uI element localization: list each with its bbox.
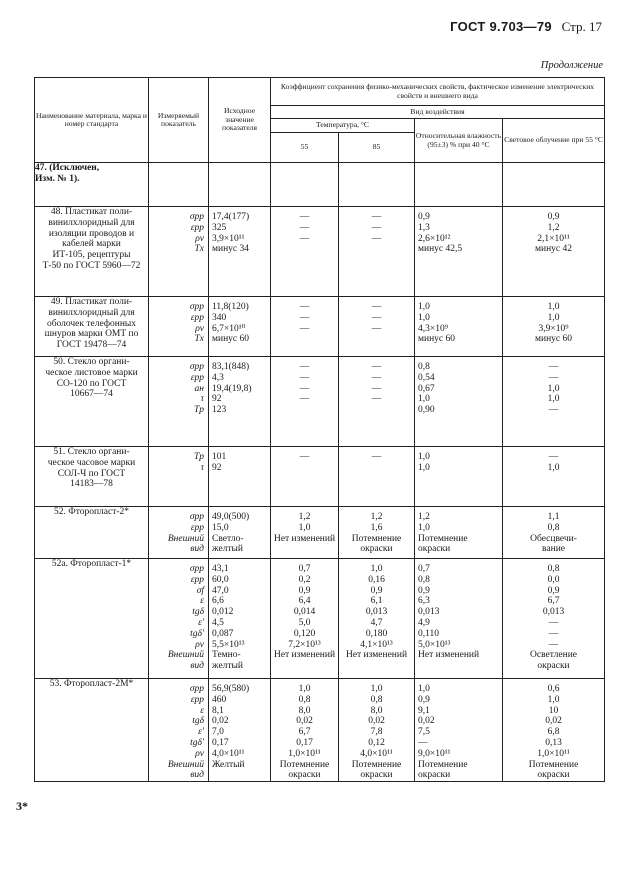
col-humidity: Относительная влажность (95±3) % при 40 °С — [415, 119, 503, 163]
indicator-cell — [149, 679, 209, 782]
initial-value-cell-text: 17,4(177) 325 3,9×10¹¹ минус 34 — [212, 212, 250, 255]
light-cell — [503, 679, 605, 782]
light-cell — [503, 357, 605, 447]
indicator-cell-text: σрр εрр Внешний вид — [167, 512, 204, 555]
temp-85-cell-text: — — — — [371, 212, 382, 244]
table-row — [35, 447, 605, 507]
indicator-cell — [149, 559, 209, 679]
light-cell — [503, 163, 605, 207]
indicator-cell — [149, 507, 209, 559]
indicator-cell-text: σрр εрр aн τ Tр — [189, 362, 204, 416]
light-cell — [503, 297, 605, 357]
humidity-cell-text: 0,7 0,8 0,9 6,3 0,013 4,9 0,110 5,0×10¹³ Нет изменений — [418, 564, 480, 661]
material-cell — [35, 207, 149, 297]
temp-85-cell-text: 1,0 0,8 8,0 0,02 7,8 0,12 4,0×10¹¹ Потемнение окраски — [351, 684, 402, 781]
temp-55-cell — [271, 297, 339, 357]
temp-85-cell — [339, 679, 415, 782]
humidity-cell — [415, 447, 503, 507]
light-cell-text: 0,6 1,0 10 0,02 6,8 0,13 1,0×10¹¹ Потемнение окраски — [528, 684, 579, 781]
temp-55-cell-text: — — — — [299, 212, 310, 244]
col-coef: Коэффициент сохранения физико-механических свойств, фактическое изменение электрических свойств и внешнего вида — [271, 78, 605, 106]
indicator-cell — [149, 163, 209, 207]
temp-55-cell — [271, 559, 339, 679]
light-cell-text: 0,9 1,2 2,1×10¹¹ минус 42 — [535, 212, 573, 255]
material-cell — [35, 163, 149, 207]
col-temp: Температура, °С — [271, 119, 415, 133]
properties-table — [34, 77, 605, 782]
table-row — [35, 507, 605, 559]
initial-value-cell-text: 101 92 — [212, 452, 227, 473]
temp-85-cell-text: — — — — — [371, 362, 382, 405]
material-cell — [35, 357, 149, 447]
material-cell — [35, 507, 149, 559]
temp-55-cell-text: 1,2 1,0 Нет изменений — [273, 512, 336, 544]
humidity-cell — [415, 357, 503, 447]
temp-85-cell-text: — — — — [371, 302, 382, 334]
humidity-cell-text: 0,8 0,54 0,67 1,0 0,90 — [418, 362, 435, 416]
humidity-cell-text: 0,9 1,3 2,6×10¹² минус 42,5 — [418, 212, 463, 255]
temp-85-cell-text: 1,2 1,6 Потемнение окраски — [351, 512, 402, 555]
temp-55-cell — [271, 679, 339, 782]
light-cell — [503, 507, 605, 559]
humidity-cell — [415, 559, 503, 679]
temp-55-cell — [271, 207, 339, 297]
material-cell-text: 51. Стекло органи- ческое часовое марки СОЛ-Ч по ГОСТ 14183—78 — [47, 447, 136, 490]
temp-85-cell — [339, 447, 415, 507]
temp-55-cell — [271, 163, 339, 207]
humidity-cell — [415, 297, 503, 357]
material-cell — [35, 559, 149, 679]
initial-value-cell — [209, 357, 271, 447]
table-row — [35, 357, 605, 447]
indicator-cell-text: σрр εрр σf ε tgδ ε′ tgδ′ ρv Внешний вид — [167, 564, 204, 672]
temp-85-cell-text: — — [371, 452, 382, 462]
indicator-cell — [149, 447, 209, 507]
humidity-cell-text: 1,0 0,9 9,1 0,02 7,5 — 9,0×10¹¹ Потемнение окраски — [418, 684, 468, 781]
temp-85-cell-text: 1,0 0,16 0,9 6,1 0,013 4,7 0,180 4,1×10¹³ Нет изменений — [345, 564, 408, 661]
temp-55-cell — [271, 447, 339, 507]
col-material: Наименование материала, марка и номер стандарта — [35, 78, 149, 163]
material-cell — [35, 447, 149, 507]
table-row — [35, 559, 605, 679]
indicator-cell — [149, 297, 209, 357]
indicator-cell-text — [149, 163, 208, 168]
col-indicator: Измеряемый показатель — [149, 78, 209, 163]
initial-value-cell-text: 43,1 60,0 47,0 6,6 0,012 4,5 0,087 5,5×10¹³ Темно- желтый — [212, 564, 245, 672]
page-number: Стр. 17 — [561, 19, 602, 34]
material-cell-text: 49. Пластикат поли- винилхлоридный для оболочек телефонных шнуров марки ОМТ по ГОСТ 19478—74 — [44, 297, 139, 351]
initial-value-cell — [209, 163, 271, 207]
temp-85-cell — [339, 163, 415, 207]
col-light: Световое облучение при 55 °С — [503, 119, 605, 163]
light-cell-text: 0,8 0,0 0,9 6,7 0,013 — — — Осветление окраски — [530, 564, 578, 672]
temp-85-cell — [339, 559, 415, 679]
light-cell-text: 1,0 1,0 3,9×10⁹ минус 60 — [535, 302, 573, 345]
indicator-cell-text: σрр εрр ρv Tх — [189, 302, 204, 345]
temp-55-cell — [271, 507, 339, 559]
material-cell — [35, 297, 149, 357]
initial-value-cell — [209, 207, 271, 297]
sheet-number: 3* — [16, 799, 28, 813]
temp-85-cell — [339, 357, 415, 447]
temp-55-cell-text: 1,0 0,8 8,0 0,02 6,7 0,17 1,0×10¹¹ Потемнение окраски — [279, 684, 330, 781]
col-t55: 55 — [271, 133, 339, 163]
material-cell-text: 48. Пластикат поли- винилхлоридный для изоляции проводов и кабелей марки ИТ-105, рецептуры Т-50 по ГОСТ 5960—72 — [42, 207, 141, 271]
temp-55-cell-text: 0,7 0,2 0,9 6,4 0,014 5,0 0,120 7,2×10¹³ Нет изменений — [273, 564, 336, 661]
material-cell-text: 53. Фторопласт-2М* — [49, 679, 134, 689]
indicator-cell-text: Tр τ — [193, 452, 204, 473]
initial-value-cell — [209, 447, 271, 507]
page-header — [450, 19, 602, 35]
table-row — [35, 297, 605, 357]
temp-55-cell — [271, 357, 339, 447]
table-row — [35, 163, 605, 207]
indicator-cell-text: σрр εрр ρv Tх — [189, 212, 204, 255]
gost-number: ГОСТ 9.703—79 — [450, 19, 552, 34]
material-cell-text: 47. (Исключен, Изм. № 1). — [35, 163, 100, 184]
temp-55-cell-text — [271, 163, 338, 168]
temp-55-cell-text: — — — — [299, 302, 310, 334]
temp-85-cell — [339, 207, 415, 297]
humidity-cell — [415, 507, 503, 559]
table-row — [35, 679, 605, 782]
initial-value-cell-text: 56,9(580) 460 8,1 0,02 7,0 0,17 4,0×10¹¹ Желтый — [212, 684, 250, 770]
initial-value-cell — [209, 679, 271, 782]
humidity-cell — [415, 207, 503, 297]
light-cell-text: — 1,0 — [547, 452, 560, 473]
humidity-cell-text: 1,0 1,0 — [418, 452, 430, 473]
initial-value-cell-text: 49,0(500) 15,0 Светло- желтый — [212, 512, 250, 555]
light-cell — [503, 207, 605, 297]
initial-value-cell — [209, 559, 271, 679]
indicator-cell-text: σрр εрр ε tgδ ε′ tgδ′ ρv Внешний вид — [167, 684, 204, 781]
light-cell-text: 1,1 0,8 Обесцвечи- вание — [530, 512, 577, 555]
table-row — [35, 207, 605, 297]
light-cell — [503, 559, 605, 679]
light-cell-text — [503, 163, 604, 168]
humidity-cell-text: 1,0 1,0 4,3×10⁹ минус 60 — [418, 302, 456, 345]
humidity-cell — [415, 679, 503, 782]
material-cell — [35, 679, 149, 782]
light-cell-text: — — 1,0 1,0 — — [547, 362, 560, 416]
initial-value-cell — [209, 507, 271, 559]
initial-value-cell-text: 83,1(848) 4,3 19,4(19,8) 92 123 — [212, 362, 252, 416]
col-impact: Вид воздействия — [271, 106, 605, 119]
temp-55-cell-text: — — [299, 452, 310, 462]
temp-85-cell — [339, 297, 415, 357]
temp-85-cell — [339, 507, 415, 559]
humidity-cell-text — [415, 163, 502, 168]
col-t85: 85 — [339, 133, 415, 163]
humidity-cell-text: 1,2 1,0 Потемнение окраски — [418, 512, 468, 555]
temp-55-cell-text: — — — — — [299, 362, 310, 405]
material-cell-text: 52а. Фторопласт-1* — [51, 559, 132, 569]
light-cell — [503, 447, 605, 507]
initial-value-cell-text — [209, 163, 270, 168]
indicator-cell — [149, 207, 209, 297]
humidity-cell — [415, 163, 503, 207]
initial-value-cell-text: 11,8(120) 340 6,7×10¹⁰ минус 60 — [212, 302, 250, 345]
material-cell-text: 50. Стекло органи- ческое листовое марки СО-120 по ГОСТ 10667—74 — [45, 357, 138, 400]
col-initial: Исходное значение показателя — [209, 78, 271, 163]
temp-85-cell-text — [339, 163, 414, 168]
continuation-label: Продолжение — [540, 60, 603, 71]
initial-value-cell — [209, 297, 271, 357]
indicator-cell — [149, 357, 209, 447]
material-cell-text: 52. Фторопласт-2* — [53, 507, 130, 517]
